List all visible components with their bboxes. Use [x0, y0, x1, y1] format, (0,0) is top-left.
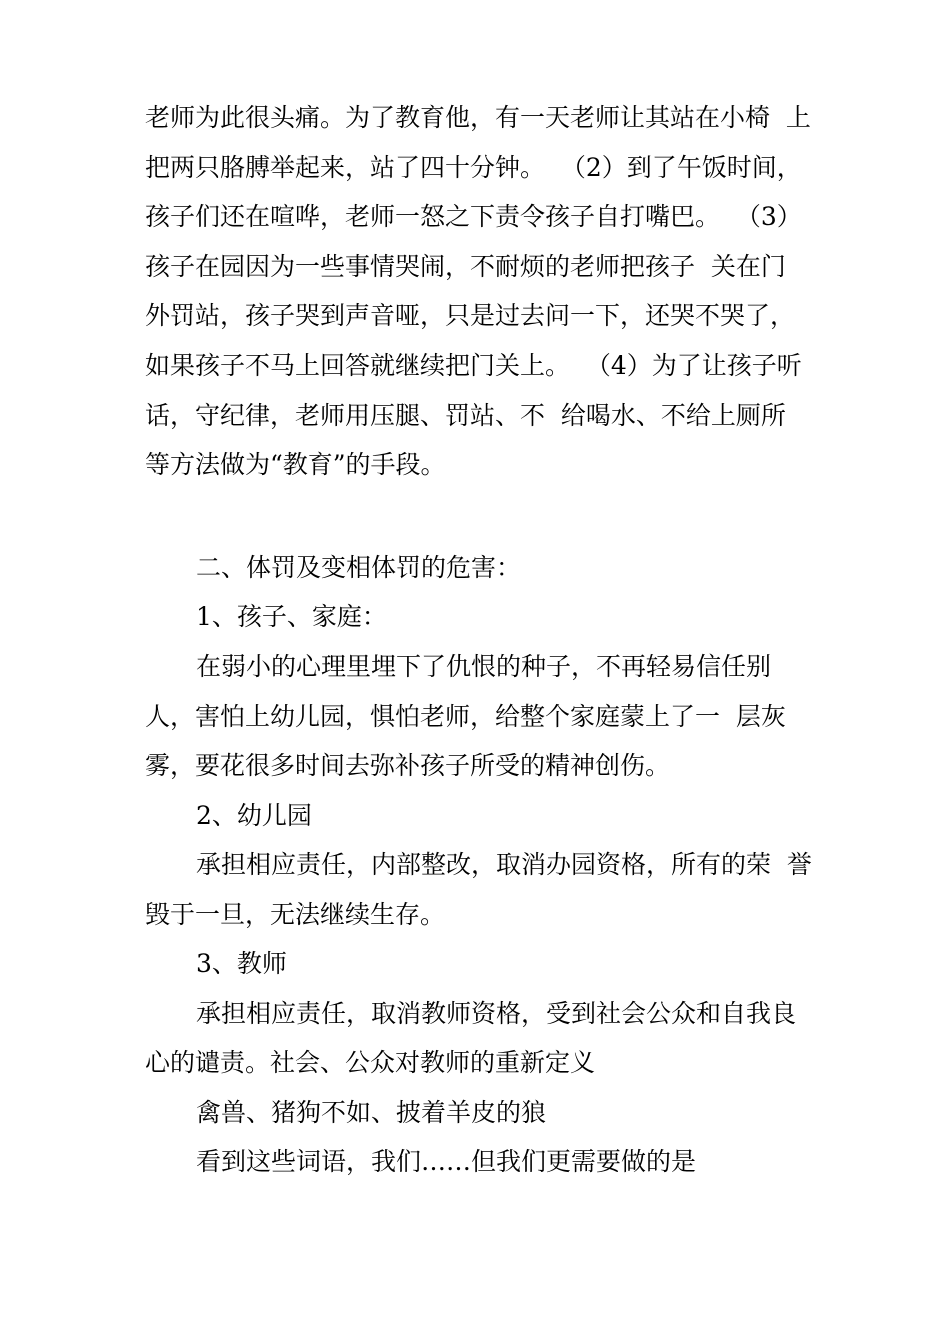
paragraph-line: 禽兽、猪狗不如、披着羊皮的狼: [196, 1098, 547, 1127]
subsection-heading: 3、教师: [196, 949, 287, 978]
paragraph-line: 人，害怕上幼儿园，惧怕老师，给整个家庭蒙上了一 层灰: [145, 702, 786, 731]
paragraph-line: 孩子们还在喧哗，老师一怒之下责令孩子自打嘴巴。 （3）: [145, 202, 802, 231]
section-heading: 二、体罚及变相体罚的危害：: [196, 553, 522, 582]
paragraph-line: 外罚站，孩子哭到声音哑，只是过去问一下，还哭不哭了，: [145, 301, 796, 330]
paragraph-line: 毁于一旦，无法继续生存。: [145, 900, 446, 929]
paragraph-line: 等方法做为“教育”的手段。: [145, 450, 446, 479]
paragraph-line: 如果孩子不马上回答就继续把门关上。 （4）为了让孩子听: [145, 351, 802, 380]
paragraph-line: 话，守纪律，老师用压腿、罚站、不 给喝水、不给上厕所: [145, 401, 786, 430]
subsection-heading: 2、幼儿园: [196, 801, 312, 830]
subsection-heading: 1、孩子、家庭：: [196, 602, 387, 631]
paragraph-line: 把两只胳膊举起来，站了四十分钟。 （2）到了午饭时间，: [145, 153, 802, 182]
paragraph-line: 承担相应责任，取消教师资格，受到社会公众和自我良: [196, 999, 797, 1028]
paragraph-line: 雾，要花很多时间去弥补孩子所受的精神创伤。: [145, 751, 671, 780]
paragraph-line: 老师为此很头痛。为了教育他，有一天老师让其站在小椅 上: [145, 103, 811, 132]
paragraph-line: 承担相应责任，内部整改，取消办园资格，所有的荣 誉: [196, 850, 812, 879]
paragraph-line: 看到这些词语，我们……但我们更需要做的是: [196, 1147, 697, 1176]
paragraph-line: 心的谴责。社会、公众对教师的重新定义: [145, 1048, 596, 1077]
paragraph-line: 在弱小的心理里埋下了仇恨的种子，不再轻易信任别: [196, 652, 772, 681]
paragraph-line: 孩子在园因为一些事情哭闹，不耐烦的老师把孩子 关在门: [145, 252, 786, 281]
